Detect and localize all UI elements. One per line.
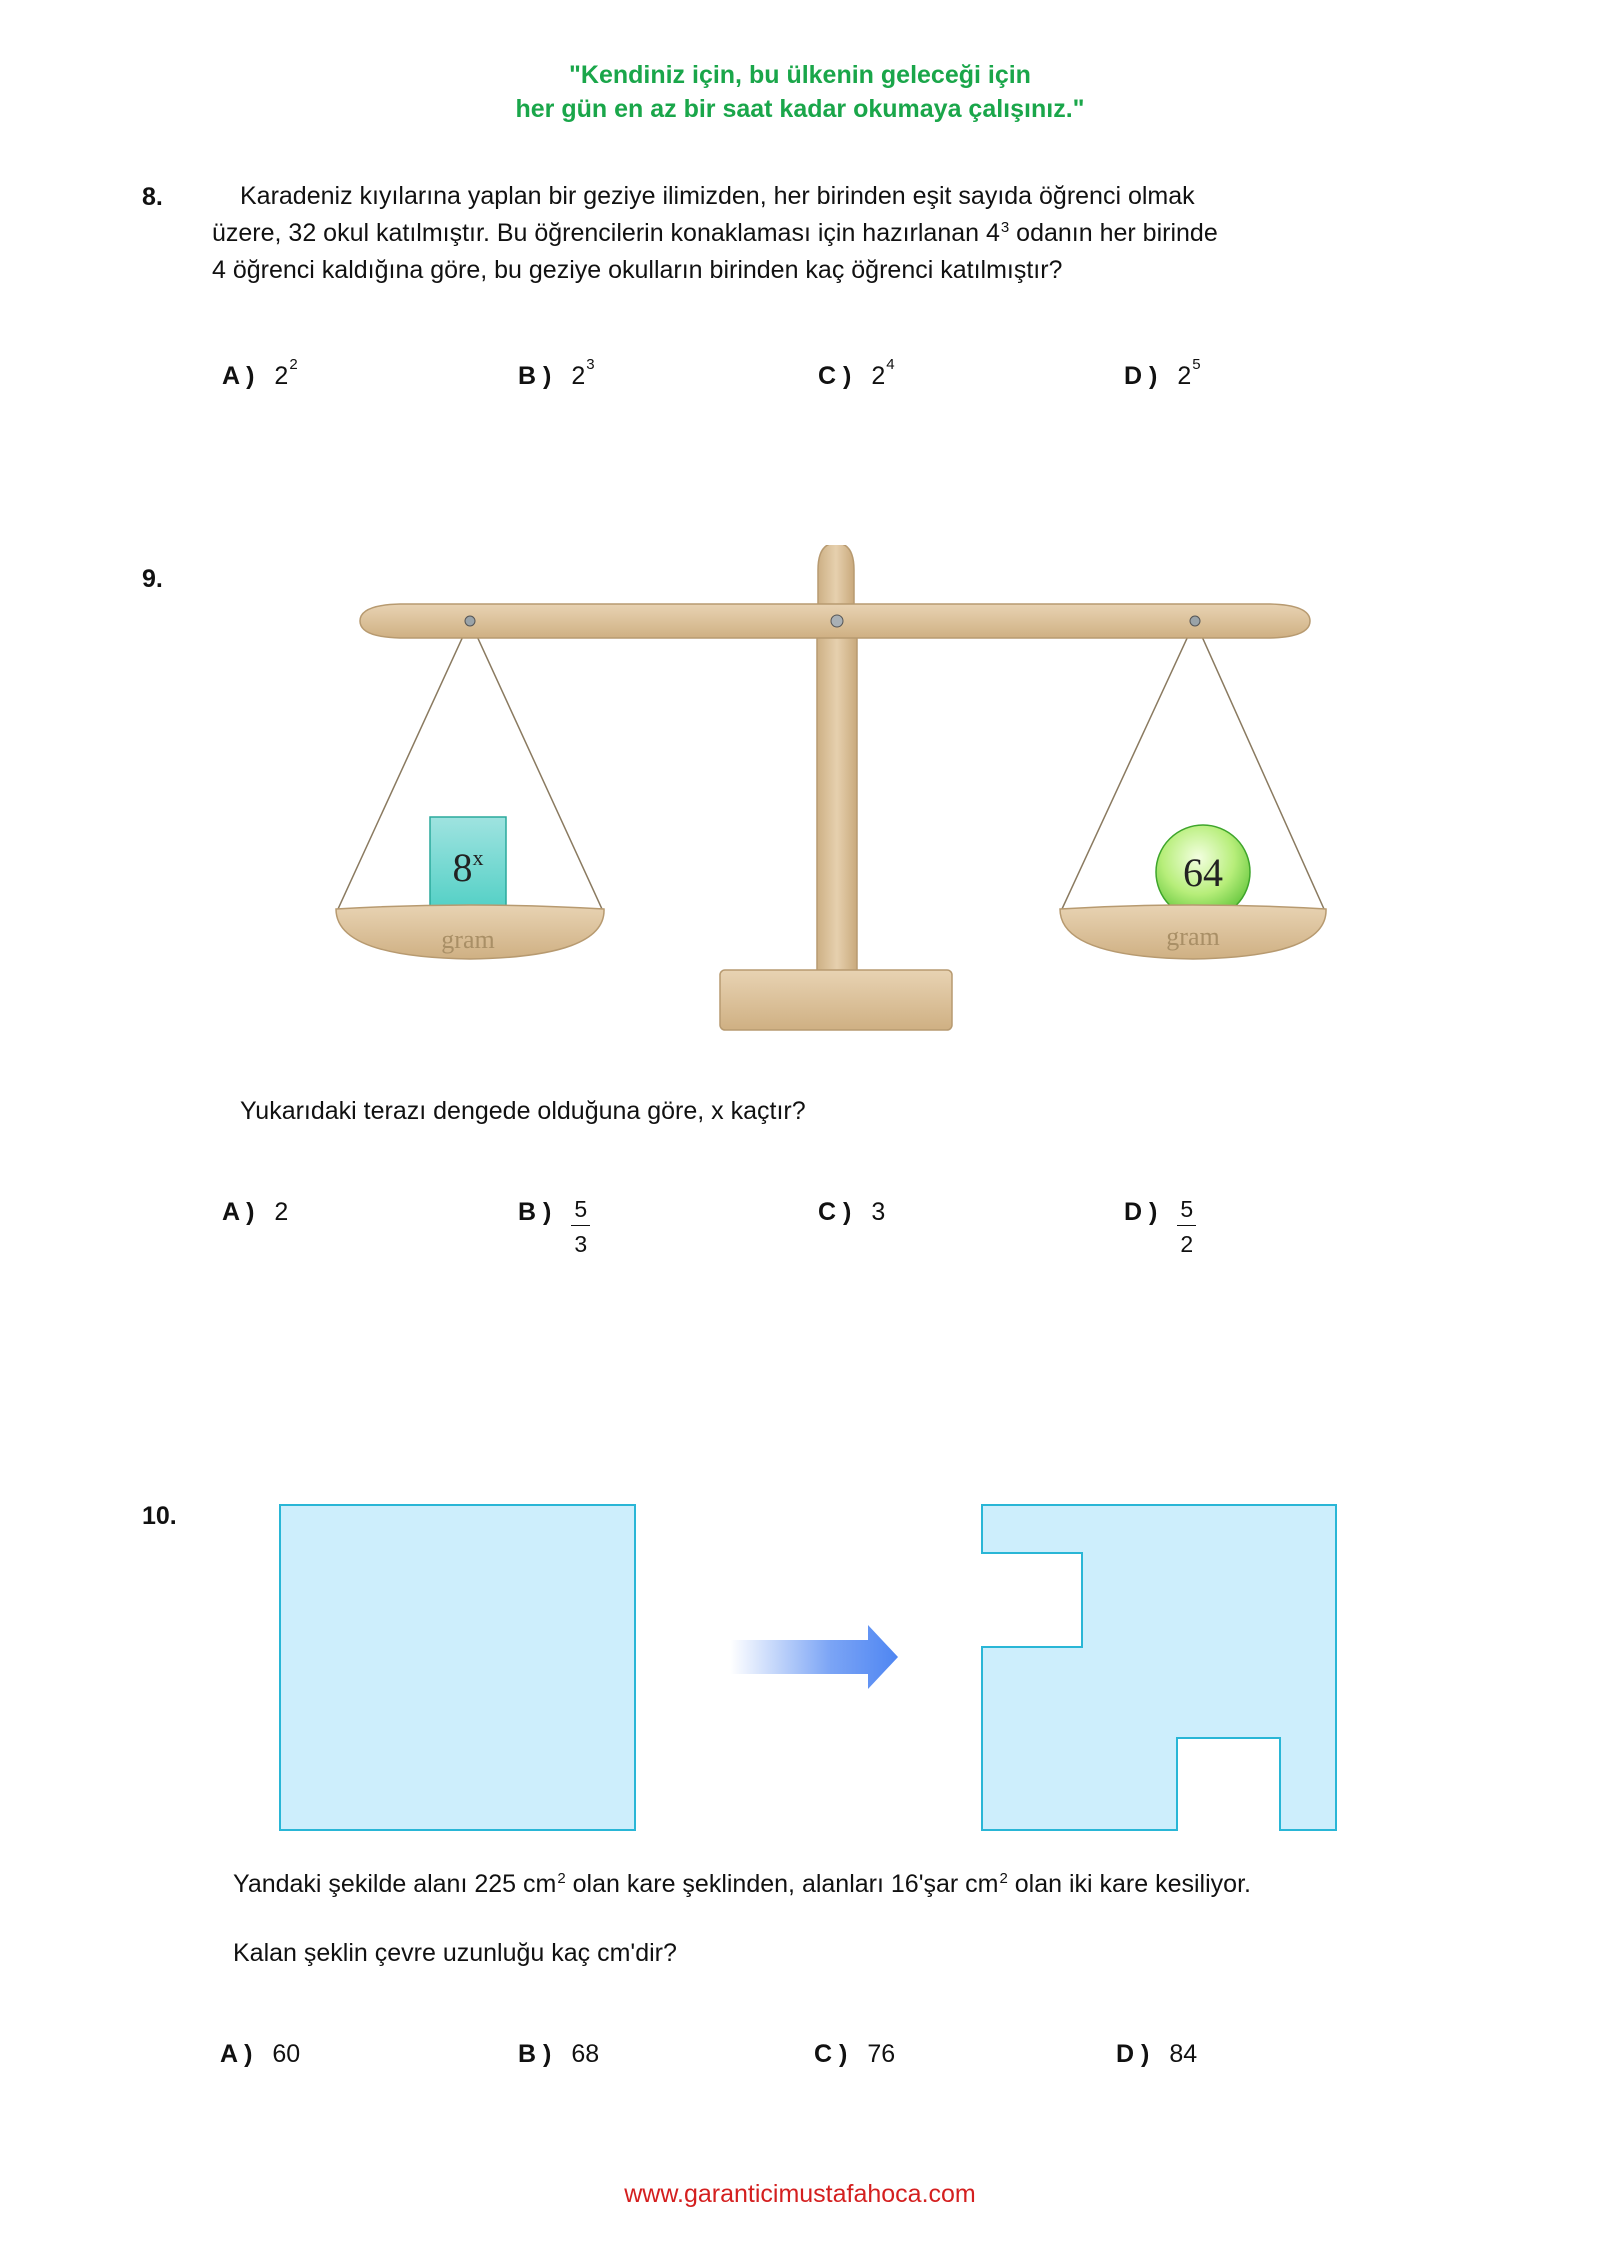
q9-option-b[interactable]: B ) $\frac{5}{3}$ (518, 1198, 590, 1257)
question-9-text: Yukarıdaki terazı dengede olduğuna göre, x kaçtır? (240, 1097, 806, 1125)
fraction-five-thirds: $\frac{5}{3}$ (571, 1196, 590, 1257)
square-cut-figure (270, 1495, 1350, 1840)
q8-option-a[interactable]: A ) 2 $^2$ (222, 356, 298, 390)
question-8-number: 8. (142, 183, 163, 211)
question-10-line1: Yandaki şekilde alanı 225 $cm^2$ olan kare şeklinden, alanları 16'şar $cm^2$ olan iki kare kesiliyor. (233, 1870, 1251, 1898)
scale-base (720, 970, 952, 1030)
question-10-line2: Kalan şeklin çevre uzunluğu kaç cm'dir? (233, 1939, 677, 1967)
question-8-line3: 4 öğrenci kaldığına göre, bu geziye okulların birinden kaç öğrenci katılmıştır? (212, 256, 1063, 284)
question-10-number: 10. (142, 1502, 177, 1530)
q9-option-d[interactable]: D ) $\frac{5}{2}$ (1124, 1198, 1196, 1257)
q9-option-c[interactable]: C ) 3 (818, 1198, 886, 1226)
footer-website-link[interactable]: www.garanticimustafahoca.com (624, 2180, 976, 2208)
header-quote-line1: "Kendiniz için, bu ülkenin geleceği için (569, 61, 1031, 89)
q8-option-d[interactable]: D ) 2 $^5$ (1124, 356, 1201, 390)
header-quote-line2: her gün en az bir saat kadar okumaya çalışınız." (515, 95, 1085, 123)
fraction-five-halves: $\frac{5}{2}$ (1177, 1196, 1196, 1257)
right-pan-unit: gram (1166, 922, 1220, 951)
question-8-line1: Karadeniz kıyılarına yaplan bir geziye ilimizden, her birinden eşit sayıda öğrenci olmak (240, 182, 1195, 210)
cut-shape (982, 1505, 1336, 1830)
right-weight-label: 64 (1183, 850, 1223, 895)
center-pivot-screw (831, 615, 843, 627)
q8-option-c[interactable]: C ) 2 $^4$ (818, 356, 895, 390)
q10-option-c[interactable]: C ) 76 (814, 2040, 896, 2068)
question-8-line2: üzere, 32 okul katılmıştır. Bu öğrencilerin konaklaması için hazırlanan $4^3$ odanın her birinde (212, 219, 1218, 247)
q10-option-b[interactable]: B ) 68 (518, 2040, 600, 2068)
q10-option-d[interactable]: D ) 84 (1116, 2040, 1198, 2068)
q8-option-b[interactable]: B ) 2 $^3$ (518, 356, 595, 390)
q9-option-a[interactable]: A ) 2 (222, 1198, 289, 1226)
original-square (280, 1505, 635, 1830)
scale-post (817, 615, 857, 975)
left-weight-label: 8$^x$ (452, 845, 484, 890)
left-pan-unit: gram (441, 925, 495, 954)
question-9-number: 9. (142, 565, 163, 593)
balance-scale-figure (320, 545, 1340, 1045)
right-arrow-icon (730, 1625, 898, 1689)
right-pivot-screw (1190, 616, 1200, 626)
q10-option-a[interactable]: A ) 60 (220, 2040, 301, 2068)
left-pivot-screw (465, 616, 475, 626)
